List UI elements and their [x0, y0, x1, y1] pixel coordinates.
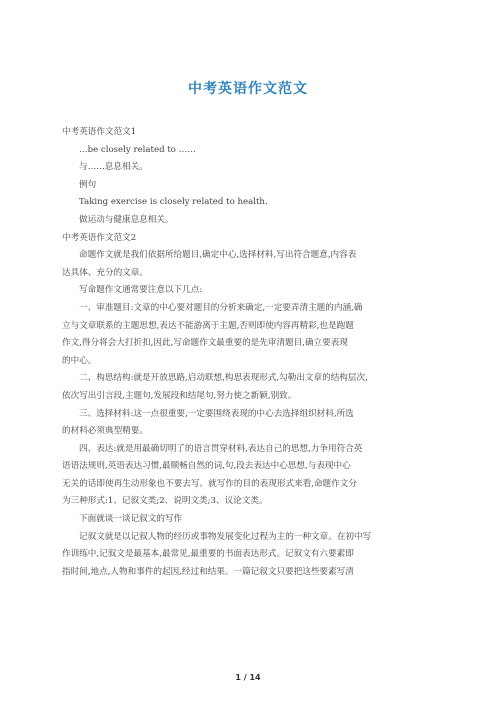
text-line: 记叙文就是以记叙人物的经历或事物发展变化过程为主的一种文章。在初中写 — [79, 531, 372, 542]
text-line: 作文,得分将会大打折扣,因此,写命题作文最重要的是先审清题目,确立要表现 — [62, 338, 348, 349]
text-line: 的中心。 — [62, 355, 97, 366]
text-line: 中考英语作文范文2 — [62, 232, 137, 243]
text-line: 四、表达:就是用最确切明了的语言贯穿材料,表达自己的思想,力争用符合英 — [79, 443, 363, 454]
text-line: 二、构思结构:就是开放思路,启动联想,构思表现形式,勾勒出文章的结构层次, — [79, 373, 368, 384]
document-body — [62, 124, 438, 581]
text-line: 例句 — [79, 179, 97, 190]
text-line: 立与文章联系的主题思想,表达不能游离于主题,否则即使内容再精彩,也是跑题 — [62, 320, 354, 331]
text-line: 为三种形式:1、记叙文类;2、说明文类;3、议论文类。 — [62, 496, 268, 507]
text-line: 语语法规则,英语表达习惯,最顺畅自然的词,句,段去表达中心思想,与表现中心 — [62, 461, 351, 472]
page-number: 1 / 14 — [235, 673, 261, 682]
text-line: 写命题作文通常要注意以下几点: — [79, 285, 203, 296]
text-line: 中考英语作文范文1 — [62, 127, 137, 137]
text-line: 的材料必须典型精要。 — [62, 426, 148, 437]
document-title: 中考英语作文范文 — [188, 81, 308, 97]
text-line: 与……息息相关。 — [79, 162, 148, 173]
text-line: 做运动与健康息息相关。 — [79, 214, 174, 225]
text-line: 命题作文就是我们依据所给题目,确定中心,选择材料,写出符合题意,内容表 — [79, 250, 357, 261]
text-line: 一、审准题目:文章的中心要对题目的分析来确定,一定要弄清主题的内涵,确 — [79, 302, 363, 313]
text-line: Taking exercise is closely related to health. — [79, 197, 268, 208]
text-line: 三、选择材料:这一点很重要,一定要围绕表现的中心去选择组织材料,所选 — [79, 408, 354, 419]
text-line: …be closely related to …… — [79, 144, 196, 155]
text-line: 指时间,地点,人物和事件的起因,经过和结果。一篇记叙文只要把这些要素写清 — [62, 566, 354, 577]
text-line: 下面就谈一谈记叙文的写作 — [79, 514, 183, 525]
text-line: 无关的话即使再生动形象也不要去写。就写作的目的表现形式来看,命题作文分 — [62, 478, 357, 489]
text-line: 达具体、充分的文章。 — [62, 267, 148, 278]
text-line: 依次写出引言段,主题句,发展段和结尾句,努力使之新颖,别致。 — [62, 390, 297, 401]
text-line: 作训练中,记叙文是最基本,最常见,最重要的书面表达形式。记叙文有六要素即 — [62, 549, 354, 560]
